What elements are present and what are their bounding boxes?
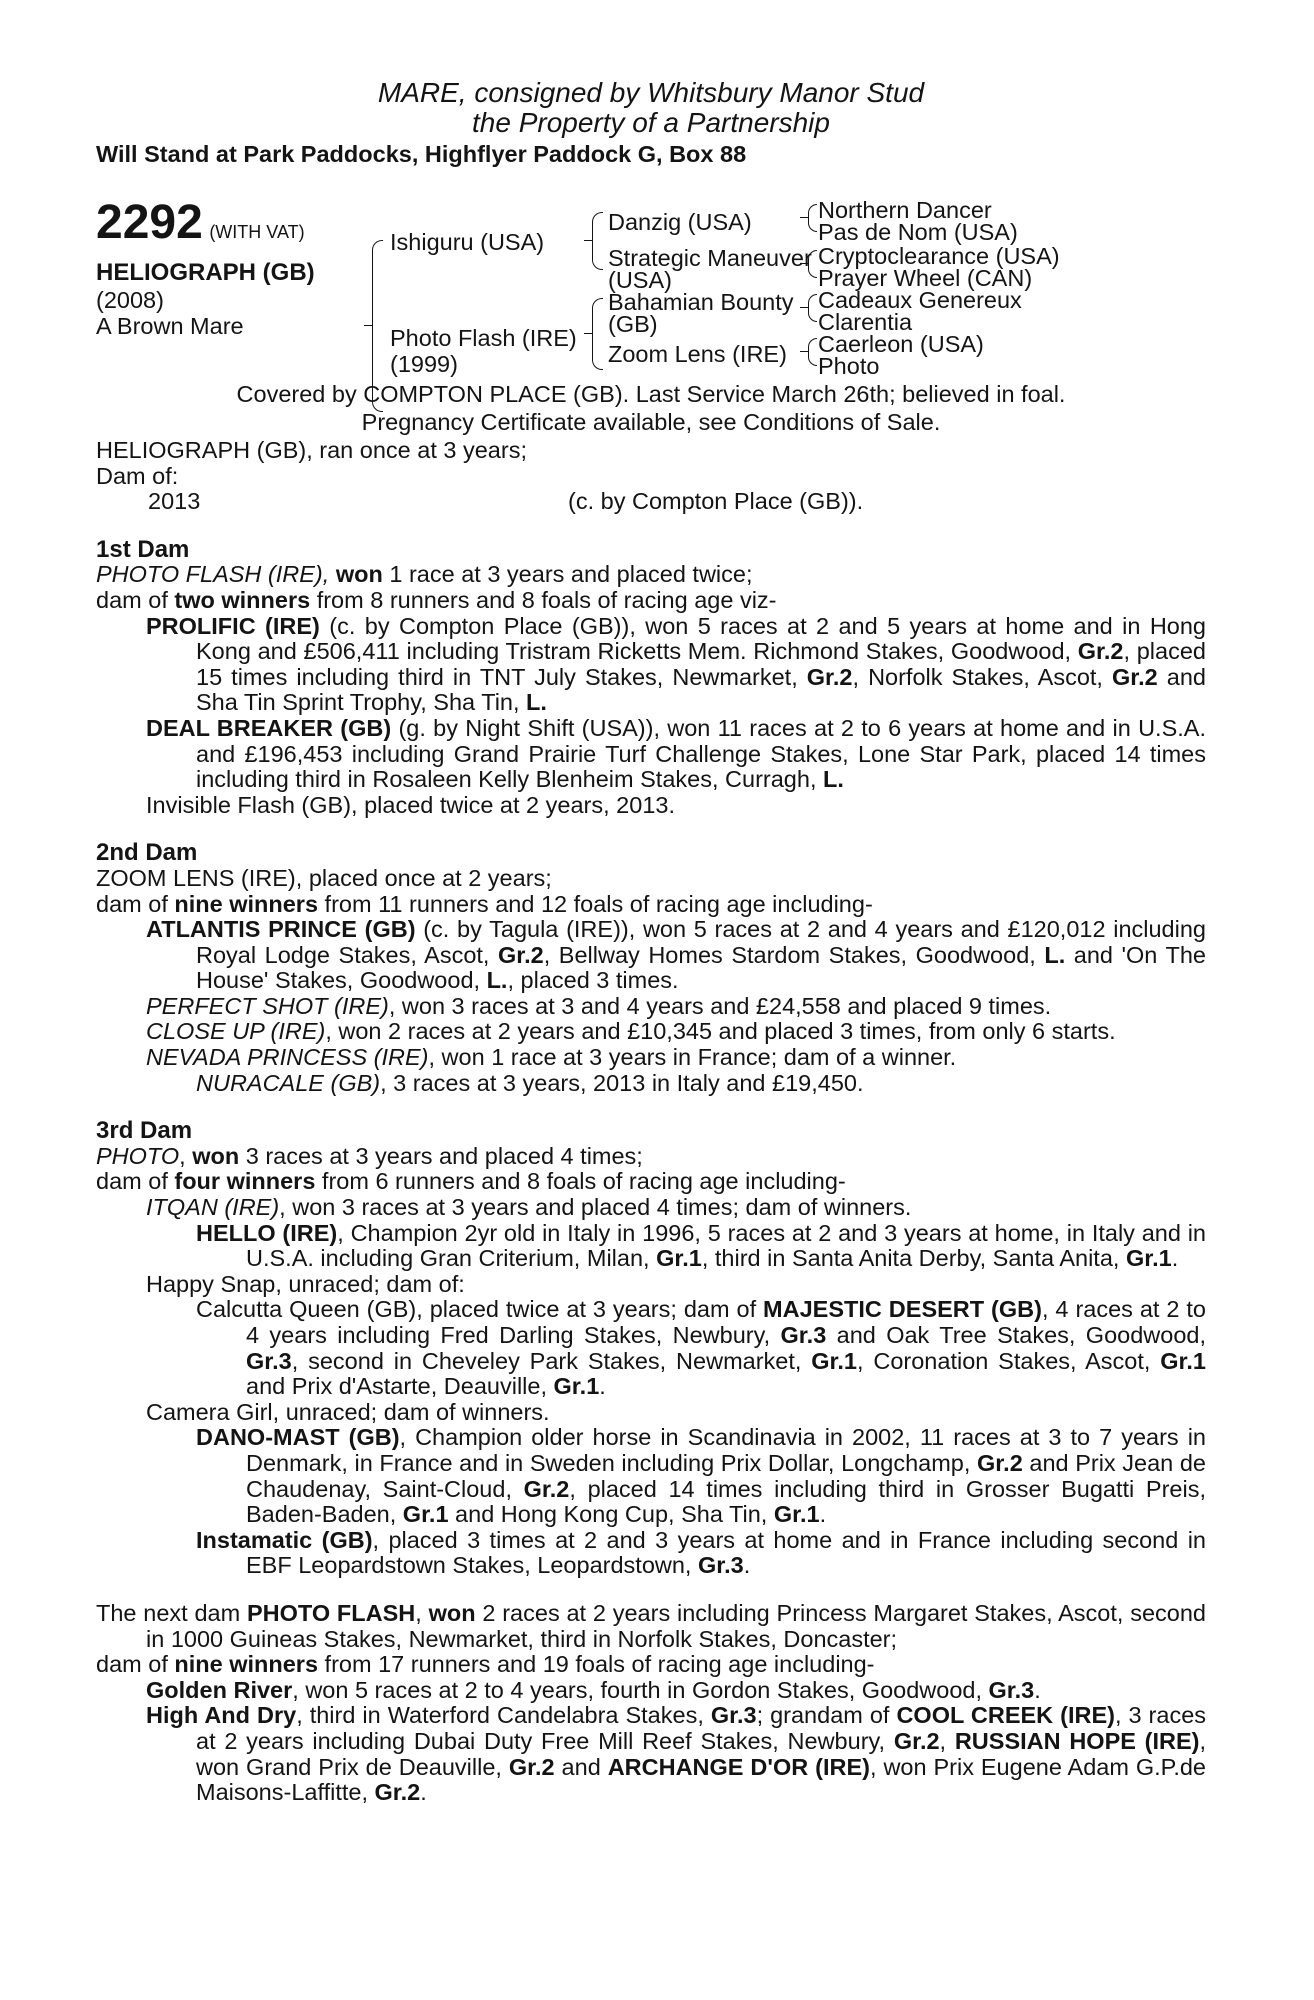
produce-year: 2013 <box>148 488 201 515</box>
produce-entry: DEAL BREAKER (GB) (g. by Night Shift (USA)), won 11 races at 2 to 6 years at home and in U.S.A. and £196,453 including Grand Prairie Turf Challenge Stakes, Lone Star Park, placed 14 times including third in Rosaleen Kelly Blenheim Stakes, Curragh, L. <box>146 714 1206 793</box>
vat-note: (WITH VAT) <box>209 222 305 242</box>
dam-line1: Photo Flash (IRE) <box>390 325 577 351</box>
dam-produce-summary: dam of nine winners from 11 runners and 12 foals of racing age including- <box>96 890 873 917</box>
second-dam-section <box>96 840 1206 1096</box>
produce-entry: Invisible Flash (GB), placed twice at 2 years, 2013. <box>146 791 675 818</box>
sire-dam-sire: Cryptoclearance (USA) <box>818 243 1060 269</box>
produce-entry: DANO-MAST (GB), Champion older horse in Scandinavia in 2002, 11 races at 3 to 7 years in Denmark, in France and in Sweden including Prix Dollar, Longchamp, Gr.2 and Prix Jean de Chaudenay, Saint-Cloud, Gr.2, placed 14 times including third in Grosser Bugatti Preis, Baden-Baden, Gr.1 and Hong Kong Cup, Sha Tin, Gr.1. <box>196 1424 1206 1528</box>
dam-produce-summary: dam of four winners from 6 runners and 8 foals of racing age including- <box>96 1168 846 1195</box>
pedigree-brace <box>808 294 817 322</box>
covered-note <box>96 380 1206 435</box>
produce-entry: Calcutta Queen (GB), placed twice at 3 years; dam of MAJESTIC DESERT (GB), 4 races at 2 to 4 years including Fred Darling Stakes, Newbury, Gr.3 and Oak Tree Stakes, Goodwood, Gr.3, second in Cheveley Park Stakes, Newmarket, Gr.1, Coronation Stakes, Ascot, Gr.1 and Prix d'Astarte, Deauville, Gr.1. <box>196 1296 1207 1400</box>
section-heading: 1st Dam <box>96 535 190 563</box>
produce-record <box>96 438 1206 515</box>
dam-sire-line2: (GB) <box>608 311 658 337</box>
sire: Ishiguru (USA) <box>390 229 545 255</box>
lot-header <box>96 78 1206 168</box>
dam-dam-dam: Photo <box>818 353 880 379</box>
dam-dam-sire: Caerleon (USA) <box>818 331 984 357</box>
produce-entry: ITQAN (IRE), won 3 races at 3 years and placed 4 times; dam of winners. <box>146 1194 912 1221</box>
sire-dam-line1: Strategic Maneuver <box>608 245 812 271</box>
pedigree-brace <box>592 212 603 270</box>
lot-number: 2292 <box>96 196 203 249</box>
pedigree-brace <box>808 338 817 366</box>
dam-produce-summary: dam of nine winners from 17 runners and 19 foals of racing age including- <box>96 1651 875 1678</box>
dam-dam: Zoom Lens (IRE) <box>608 341 787 367</box>
dam-summary: PHOTO FLASH (IRE), won 1 race at 3 years and placed twice; <box>96 561 753 588</box>
covered-line: Covered by COMPTON PLACE (GB). Last Service March 26th; believed in foal. <box>236 381 1066 407</box>
produce-entry: Instamatic (GB), placed 3 times at 2 and 3 years at home and in France including second in EBF Leopardstown Stakes, Leopardstown, Gr.3. <box>196 1526 1206 1579</box>
pregnancy-line: Pregnancy Certificate available, see Conditions of Sale. <box>361 408 941 435</box>
dam-sire-dam: Clarentia <box>818 309 913 335</box>
section-heading: 3rd Dam <box>96 1117 193 1145</box>
dam-line2: (1999) <box>390 351 458 377</box>
sire-sire: Danzig (USA) <box>608 209 752 235</box>
sire-dam-dam: Prayer Wheel (CAN) <box>818 265 1033 291</box>
lot-number-line <box>96 198 305 248</box>
produce-entry: NURACALE (GB), 3 races at 3 years, 2013 in Italy and £19,450. <box>196 1069 864 1096</box>
dam-summary: The next dam PHOTO FLASH, won 2 races at 2 years including Princess Margaret Stakes, Ascot, second in 1000 Guineas Stakes, Newmarket, third in Norfolk Stakes, Doncaster; <box>96 1599 1206 1652</box>
produce-entry: NEVADA PRINCESS (IRE), won 1 race at 3 years in France; dam of a winner. <box>146 1044 957 1071</box>
dam-produce-summary: dam of two winners from 8 runners and 8 foals of racing age viz- <box>96 586 777 613</box>
race-record: HELIOGRAPH (GB), ran once at 3 years; <box>96 437 527 463</box>
first-dam-section <box>96 537 1206 819</box>
produce-foal: (c. by Compton Place (GB)). <box>568 488 864 515</box>
sire-dam-line2: (USA) <box>608 267 672 293</box>
pedigree-brace <box>808 204 817 232</box>
pedigree-brace <box>592 298 603 370</box>
produce-entry: High And Dry, third in Waterford Candelabra Stakes, Gr.3; grandam of COOL CREEK (IRE), 3 races at 2 years including Dubai Duty Free Mill Reef Stakes, Newbury, Gr.2, RUSSIAN HOPE (IRE), won Grand Prix de Deauville, Gr.2 and ARCHANGE D'OR (IRE), won Prix Eugene Adam G.P.de Maisons-Laffitte, Gr.2. <box>146 1702 1207 1806</box>
sire-sire-dam: Pas de Nom (USA) <box>818 219 1018 245</box>
produce-entry: PROLIFIC (IRE) (c. by Compton Place (GB)), won 5 races at 2 and 5 years at home and in Hong Kong and £506,411 including Tristram Ricketts Mem. Richmond Stakes, Goodwood, Gr.2, placed 15 times including third in TNT July Stakes, Newmarket, Gr.2, Norfolk Stakes, Ascot, Gr.2 and Sha Tin Sprint Trophy, Sha Tin, L. <box>146 612 1206 716</box>
produce-entry: CLOSE UP (IRE), won 2 races at 2 years and £10,345 and placed 3 times, from only 6 starts. <box>146 1018 1116 1045</box>
catalogue-page <box>96 78 1206 1806</box>
pedigree-block <box>96 198 1206 438</box>
pedigree-brace <box>808 250 817 278</box>
produce-entry: HELLO (IRE), Champion 2yr old in Italy in 1996, 5 races at 2 and 3 years at home, in Italy and in U.S.A. including Gran Criterium, Milan, Gr.1, third in Santa Anita Derby, Santa Anita, Gr.1. <box>196 1219 1206 1272</box>
produce-entry: Camera Girl, unraced; dam of winners. <box>146 1398 550 1425</box>
produce-entry: Happy Snap, unraced; dam of: <box>146 1270 465 1297</box>
horse-year: (2008) <box>96 287 164 313</box>
horse-name: HELIOGRAPH (GB) <box>96 259 315 286</box>
dam-sire-sire: Cadeaux Genereux <box>818 287 1022 313</box>
dam-of-label: Dam of: <box>96 462 179 489</box>
dam-summary: PHOTO, won 3 races at 3 years and placed 4 times; <box>96 1142 643 1169</box>
sire-sire-sire: Northern Dancer <box>818 197 992 223</box>
produce-row <box>96 489 1206 515</box>
produce-entry: Golden River, won 5 races at 2 to 4 years, fourth in Gordon Stakes, Goodwood, Gr.3. <box>146 1676 1041 1703</box>
section-heading: 2nd Dam <box>96 839 198 867</box>
next-dam-section <box>96 1601 1206 1806</box>
dam-sire-line1: Bahamian Bounty <box>608 289 794 315</box>
horse-description: A Brown Mare <box>96 313 244 339</box>
third-dam-section <box>96 1118 1206 1579</box>
owner-line: the Property of a Partnership <box>472 107 830 138</box>
produce-entry: ATLANTIS PRINCE (GB) (c. by Tagula (IRE)), won 5 races at 2 and 4 years and £120,012 including Royal Lodge Stakes, Ascot, Gr.2, Bellway Homes Stardom Stakes, Goodwood, L. and 'On The House' Stakes, Goodwood, L., placed 3 times. <box>146 916 1206 994</box>
dam-summary: ZOOM LENS (IRE), placed once at 2 years; <box>96 864 552 891</box>
location-line: Will Stand at Park Paddocks, Highflyer Paddock G, Box 88 <box>96 141 747 167</box>
consignor-line: MARE, consigned by Whitsbury Manor Stud <box>377 77 925 108</box>
produce-entry: PERFECT SHOT (IRE), won 3 races at 3 and 4 years and £24,558 and placed 9 times. <box>146 992 1052 1019</box>
